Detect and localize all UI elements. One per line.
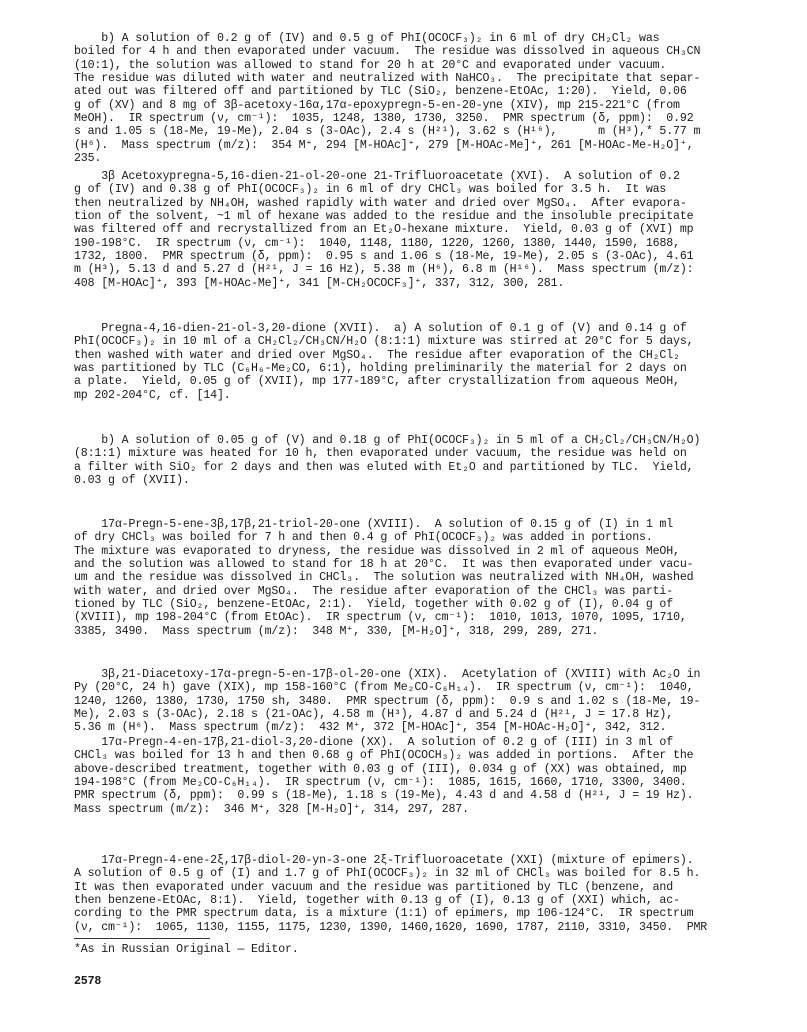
text-line: ated out was filtered off and partitioned by TLC (SiO₂, benzene-EtOAc, 1:20). Yield, 0.06 bbox=[74, 85, 687, 99]
text-line: 3β Acetoxypregna-5,16-dien-21-ol-20-one 21-Trifluoroacetate (XVI). A solution of 0.2 bbox=[74, 170, 680, 183]
text-line: 408 [M-HOAc]⁺, 393 [M-HOAc-Me]⁺, 341 [M-CH₂OCOCF₃]⁺, 337, 312, 300, 281. bbox=[74, 276, 565, 290]
text-line: tion of the solvent, ~1 ml of hexane was added to the residue and the insoluble precipitate bbox=[74, 210, 694, 224]
paragraph-xx bbox=[74, 736, 764, 816]
text-line: 17α-Pregn-5-ene-3β,17β,21-triol-20-one (XVIII). A solution of 0.15 g of (I) in 1 ml bbox=[74, 518, 674, 531]
text-line: 3385, 3490. Mass spectrum (m/z): 348 M⁺, 330, [M-H₂O]⁺, 318, 299, 289, 271. bbox=[74, 624, 599, 638]
text-line: above-described treatment, together with 0.03 g of (III), 0.034 g of (XX) was obtained, mp bbox=[74, 762, 687, 776]
text-line: (8:1:1) mixture was heated for 10 h, then evaporated under vacuum, the residue was held on bbox=[74, 447, 687, 461]
text-line: A solution of 0.5 g of (I) and 1.7 g of PhI(OCOCF₃)₂ in 32 ml of CHCl₃ was boiled for 8.5 h. bbox=[74, 867, 701, 881]
footnote: *As in Russian Original — Editor. bbox=[74, 943, 299, 956]
text-line: 0.03 g of (XVII). bbox=[74, 474, 190, 488]
text-line: 194-198°C (from Me₂CO-C₆H₁₄). IR spectrum (ν, cm⁻¹): 1085, 1615, 1660, 1710, 3300, 3400. bbox=[74, 776, 687, 790]
text-line: CHCl₃ was boiled for 13 h and then 0.68 g of PhI(OCOCH₃)₂ was added in portions. After the bbox=[74, 749, 694, 763]
text-line: The mixture was evaporated to dryness, the residue was dissolved in 2 ml of aqueous MeOH, bbox=[74, 544, 680, 558]
paragraph-xv-preparation-b bbox=[74, 32, 764, 165]
paragraph-xvii-b bbox=[74, 434, 764, 487]
text-line: Pregna-4,16-dien-21-ol-3,20-dione (XVII). a) A solution of 0.1 g of (V) and 0.14 g of bbox=[74, 322, 687, 335]
text-line: (10:1), the solution was allowed to stand for 20 h at 20°C and evaporated under vacuum. bbox=[74, 58, 667, 72]
text-line: 1732, 1800. PMR spectrum (δ, ppm): 0.95 s and 1.06 s (18-Me, 19-Me), 2.05 s (3-OAc), 4.61 bbox=[74, 250, 694, 264]
text-line: 17α-Pregn-4-ene-2ξ,17β-diol-20-yn-3-one 2ξ-Trifluoroacetate (XXI) (mixture of epimers). bbox=[74, 854, 694, 867]
text-line: then washed with water and dried over MgSO₄. The residue after evaporation of the CH₂Cl₂ bbox=[74, 348, 680, 362]
text-line: m (H³), 5.13 d and 5.27 d (H²¹, J = 16 Hz), 5.38 m (H⁶), 6.8 m (H¹⁶). Mass spectrum (m/z): bbox=[74, 263, 694, 277]
text-line: 190-198°C. IR spectrum (ν, cm⁻¹): 1040, 1148, 1180, 1220, 1260, 1380, 1440, 1590, 1688, bbox=[74, 236, 680, 250]
text-line: 1240, 1260, 1380, 1730, 1750 sh, 3480. PMR spectrum (δ, ppm): 0.9 s and 1.02 s (18-Me, 19- bbox=[74, 694, 701, 708]
text-line: b) A solution of 0.2 g of (IV) and 0.5 g of PhI(OCOCF₃)₂ in 6 ml of dry CH₂Cl₂ was bbox=[74, 32, 660, 45]
text-line: Mass spectrum (m/z): 346 M⁺, 328 [M-H₂O]⁺, 314, 297, 287. bbox=[74, 802, 469, 816]
text-line: then neutralized by NH₄OH, washed rapidly with water and dried over MgSO₄. After evapora- bbox=[74, 196, 687, 210]
text-line: Me), 2.03 s (3-OAc), 2.18 s (21-OAc), 4.58 m (H³), 4.87 d and 5.24 d (H²¹, J = 17.8 Hz), bbox=[74, 708, 674, 722]
paragraph-xxi bbox=[74, 854, 764, 934]
paragraph-xvii-a bbox=[74, 322, 764, 402]
text-line: tioned by TLC (SiO₂, benzene-EtOAc, 2:1). Yield, together with 0.02 g of (I), 0.04 g of bbox=[74, 598, 674, 612]
text-line: g of (XV) and 8 mg of 3β-acetoxy-16α,17α-epoxypregn-5-en-20-yne (XIV), mp 215-221°C (from bbox=[74, 98, 680, 112]
text-line: (ν, cm⁻¹): 1065, 1130, 1155, 1175, 1230, 1390, 1460,1620, 1690, 1787, 2110, 3310, 3450. PMR bbox=[74, 920, 708, 934]
text-line: 3β,21-Diacetoxy-17α-pregn-5-en-17β-ol-20-one (XIX). Acetylation of (XVIII) with Ac₂O in bbox=[74, 668, 701, 681]
page-number: 2578 bbox=[74, 975, 102, 988]
text-line: boiled for 4 h and then evaporated under vacuum. The residue was dissolved in aqueous CH₃CN bbox=[74, 45, 701, 59]
text-line: 17α-Pregn-4-en-17β,21-diol-3,20-dione (XX). A solution of 0.2 g of (III) in 3 ml of bbox=[74, 736, 674, 749]
text-line: was partitioned by TLC (C₆H₆-Me₂CO, 6:1), holding preliminarily the material for 2 days on bbox=[74, 362, 687, 376]
text-line: b) A solution of 0.05 g of (V) and 0.18 g of PhI(OCOCF₃)₂ in 5 ml of a CH₂Cl₂/CH₃CN/H₂O) bbox=[74, 434, 701, 447]
text-line: PhI(OCOCF₃)₂ in 10 ml of a CH₂Cl₂/CH₃CN/H₂O (8:1:1) mixture was stirred at 20°C for 5 days, bbox=[74, 335, 694, 349]
text-line: Py (20°C, 24 h) gave (XIX), mp 158-160°C (from Me₂CO-C₆H₁₄). IR spectrum (ν, cm⁻¹): 1040, bbox=[74, 681, 694, 695]
text-line: mp 202-204°C, cf. [14]. bbox=[74, 388, 231, 402]
paragraph-xix bbox=[74, 668, 764, 735]
paragraph-xvi bbox=[74, 170, 764, 290]
text-line: then benzene-EtOAc, 8:1). Yield, together with 0.13 g of (I), 0.13 g of (XXI) which, ac- bbox=[74, 894, 680, 908]
text-line: of dry CHCl₃ was boiled for 7 h and then 0.4 g of PhI(OCOCF₃)₂ was added in portions. bbox=[74, 531, 653, 545]
text-line: s and 1.05 s (18-Me, 19-Me), 2.04 s (3-OAc), 2.4 s (H²¹), 3.62 s (H¹⁶), m (H³),* 5.77 m bbox=[74, 125, 701, 139]
text-line: was filtered off and recrystallized from an Et₂O-hexane mixture. Yield, 0.03 g of (XVI) mp bbox=[74, 223, 694, 237]
text-line: cording to the PMR spectrum data, is a mixture (1:1) of epimers, mp 106-124°C. IR spectrum bbox=[74, 907, 694, 921]
text-line: (XVIII), mp 198-204°C (from EtOAc). IR spectrum (ν, cm⁻¹): 1010, 1013, 1070, 1095, 1710, bbox=[74, 611, 687, 625]
text-line: MeOH). IR spectrum (ν, cm⁻¹): 1035, 1248, 1380, 1730, 3250. PMR spectrum (δ, ppm): 0.92 bbox=[74, 112, 694, 126]
paragraph-xviii bbox=[74, 518, 764, 638]
text-line: PMR spectrum (δ, ppm): 0.99 s (18-Me), 1.18 s (19-Me), 4.43 d and 4.58 d (H²¹, J = 19 Hz). bbox=[74, 789, 694, 803]
text-line: It was then evaporated under vacuum and the residue was partitioned by TLC (benzene, and bbox=[74, 880, 674, 894]
text-line: The residue was diluted with water and neutralized with NaHCO₃. The precipitate that separ- bbox=[74, 72, 701, 86]
text-line: (H⁶). Mass spectrum (m/z): 354 M⁺, 294 [M-HOAc]⁺, 279 [M-HOAc-Me]⁺, 261 [M-HOAc-Me-H₂O]⁺, bbox=[74, 138, 694, 152]
text-line: a filter with SiO₂ for 2 days and then was eluted with Et₂O and partitioned by TLC. Yield, bbox=[74, 460, 694, 474]
text-line: 235. bbox=[74, 152, 102, 166]
text-line: and the solution was allowed to stand for 18 h at 20°C. It was then evaporated under vacu- bbox=[74, 558, 694, 572]
footnote-divider bbox=[74, 938, 210, 939]
text-line: um and the residue was dissolved in CHCl₃. The solution was neutralized with NH₄OH, washed bbox=[74, 571, 694, 585]
text-line: with water, and dried over MgSO₄. The residue after evaporation of the CHCl₃ was parti- bbox=[74, 584, 674, 598]
text-line: g of (IV) and 0.38 g of PhI(OCOCF₃)₂ in 6 ml of dry CHCl₃ was boiled for 3.5 h. It was bbox=[74, 183, 667, 197]
text-line: 5.36 m (H⁶). Mass spectrum (m/z): 432 M⁺, 372 [M-HOAc]⁺, 354 [M-HOAc-H₂O]⁺, 342, 312. bbox=[74, 721, 667, 735]
text-line: a plate. Yield, 0.05 g of (XVII), mp 177-189°C, after crystallization from aqueous MeOH, bbox=[74, 375, 680, 389]
